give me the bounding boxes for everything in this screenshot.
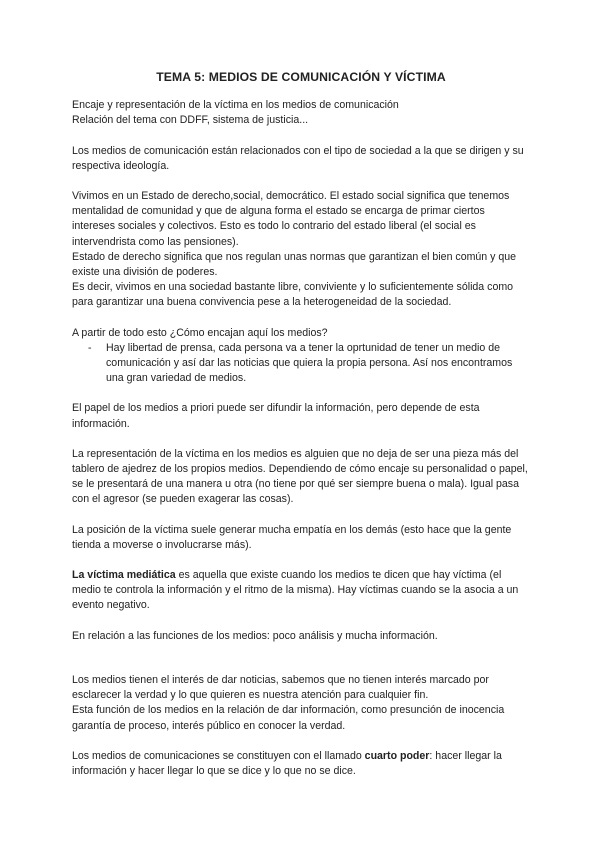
paragraph-funciones-medios: En relación a las funciones de los medios: poco análisis y mucha información. <box>72 629 438 642</box>
term-victima-mediatica: La víctima mediática <box>72 569 176 582</box>
page-title: TEMA 5: MEDIOS DE COMUNICACIÓN Y VÍCTIMA <box>156 70 446 84</box>
cuarto-poder-lead: Los medios de comunicaciones se constituyen con el llamado <box>72 749 365 762</box>
paragraph-cuarto-poder <box>72 749 530 779</box>
paragraph-interes-noticias: Los medios tienen el interés de dar noticias, sabemos que no tienen interés marcado por esclarecer la verdad y lo que quieren es nuestra atención para cualquier fin. <box>72 673 489 702</box>
cuarto-poder-definition: : hacer llegar la información y hacer llegar lo que se dice y lo que no se dice. <box>72 749 502 777</box>
paragraph-papel-medios: El papel de los medios a priori puede ser difundir la información, pero depende de esta información. <box>72 402 480 430</box>
paragraph-estado-derecho: Estado de derecho significa que nos regulan unas normas que garantizan el bien común y que existe una división de poderes. <box>72 250 517 279</box>
paragraph-posicion-victima: La posición de la víctima suele generar mucha empatía en los demás (esto hace que la gente tienda a moverse o involucrarse más). <box>72 523 512 551</box>
paragraph-victima-mediatica <box>72 568 530 614</box>
question-medios: A partir de todo esto ¿Cómo encajan aquí los medios? <box>72 326 328 339</box>
intro-line-2: Relación del tema con DDFF, sistema de justicia... <box>72 114 309 127</box>
term-cuarto-poder: cuarto poder <box>364 749 430 762</box>
paragraph-funcion-informacion: Esta función de los medios en la relación de dar información, como presunción de inocencia garantía de proceso, interés público en conocer la verdad. <box>72 704 505 732</box>
paragraph-estado-social: Vivimos en un Estado de derecho,social, democrático. El estado social significa que tenemos mentalidad de comunidad y que de alguna forma el estado se encarga de primar ciertos intereses sociales y colectivos. Esto es todo lo contrario del estado liberal (el social es intervendrista como las pensiones). <box>72 190 510 248</box>
list-item <box>72 341 530 387</box>
paragraph-media-society: Los medios de comunicación están relacionados con el tipo de sociedad a la que se dirigen y su respectiva ideología. <box>72 144 524 172</box>
bullet-list <box>72 341 530 387</box>
paragraph-sociedad-libre: Es decir, vivimos en una sociedad bastante libre, conviviente y lo suficientemente sólida como para garantizar una buena convivencia pese a la heterogeneidad de la sociedad. <box>72 281 514 309</box>
paragraph-representacion-victima: La representación de la víctima en los medios es alguien que no deja de ser una pieza más del tablero de ajedrez de los propios medios. Dependiendo de cómo encaje su personalidad o papel, se le presentará de una manera u otra (no tiene por qué ser siempre buena o mala). Igual pasa con el agresor (se pueden exagerar las cosas). <box>72 447 528 506</box>
victima-mediatica-definition: es aquella que existe cuando los medios te dicen que hay víctima (el medio te controla la información y el ritmo de la misma). Hay víctimas cuando se la asocia a un evento negativo. <box>72 569 519 612</box>
bullet-dash: - <box>88 341 92 354</box>
bullet-text: Hay libertad de prensa, cada persona va a tener la oprtunidad de tener un medio de comunicación y así dar las noticias que quiera la propia persona. Así nos encontramos una gran variedad de medios. <box>106 341 513 385</box>
intro-line-1: Encaje y representación de la víctima en los medios de comunicación <box>72 99 399 112</box>
document-page <box>72 70 530 779</box>
